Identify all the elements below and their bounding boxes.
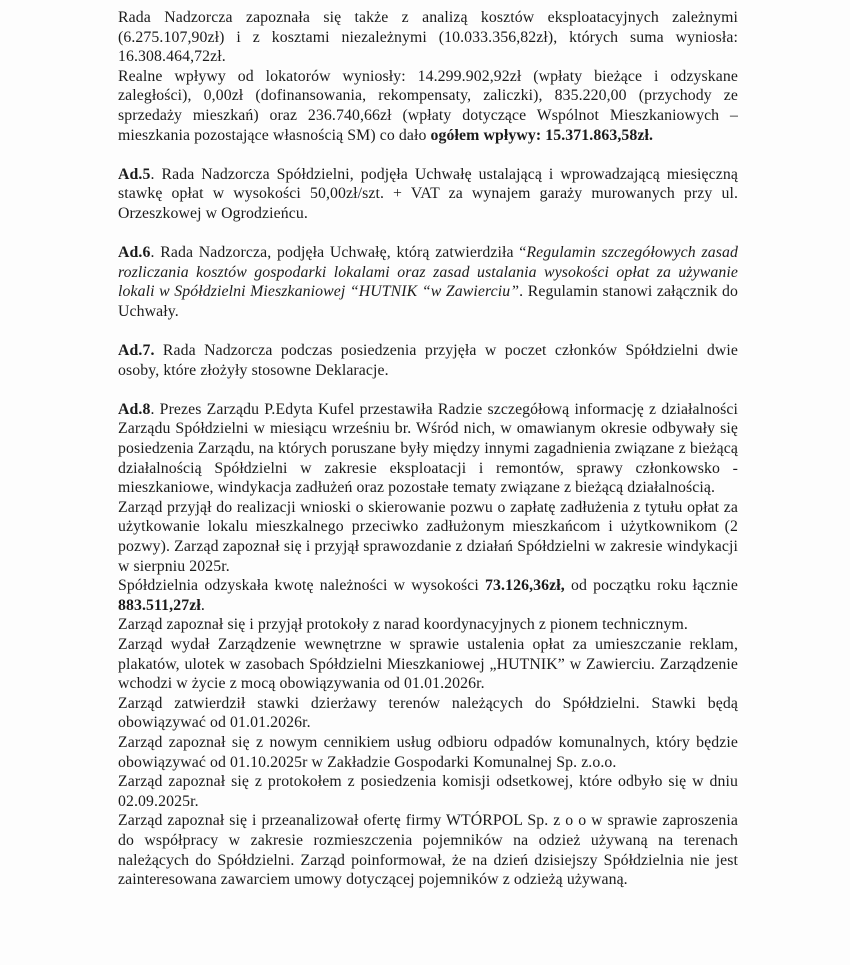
text-run: . Rada Nadzorcza Spółdzielni, podjęła Uchwałę ustalającą i wprowadzającą miesięczną stawkę opłat w wysokości 50,00zł/szt. + VAT za wynajem garaży murowanych przy ul. Orzeszkowej w Ogrodzieńcu. xyxy=(118,165,738,222)
paragraph xyxy=(118,635,738,694)
text-run: Zarząd zapoznał się i przyjął protokoły z narad koordynacyjnych z pionem technicznym. xyxy=(118,616,688,634)
text-run: od początku roku łącznie xyxy=(564,577,739,595)
text-run: Zarząd zapoznał się z protokołem z posiedzenia komisji odsetkowej, które odbyło się w dniu 02.09.2025r. xyxy=(118,773,738,810)
paragraph xyxy=(118,498,738,576)
text-run: . Prezes Zarządu P.Edyta Kufel przestawiła Radzie szczegółową informację z działalności Zarządu Spółdzielni w miesiącu wrześniu br. Wśród nich, w omawianym okresie odbywały się posiedzenia Zarządu, na których poruszane były między innymi zagadnienia związane z bieżącą działalnością Spółdzielni w zakresie eksploatacji i remontów, sprawy członkowsko - mieszkaniowe, windykacja zadłużeń oraz pozostałe tematy związane z bieżącą działalnością. xyxy=(118,400,738,497)
paragraph xyxy=(118,733,738,772)
paragraph xyxy=(118,811,738,889)
paragraph xyxy=(118,165,738,224)
text-run: Zarząd zapoznał się i przeanalizował ofertę firmy WTÓRPOL Sp. z o o w sprawie zaproszenia do współpracy w zakresie rozmieszczenia pojemników na odzież używaną na terenach należących do Spółdzielni. Zarząd poinformował, że na dzień dzisiejszy Spółdzielnia nie jest zainteresowana zawarciem umowy dotyczącej pojemników z odzieżą używaną. xyxy=(118,812,738,889)
text-run: Regulamin szczegółowych zasad rozliczania kosztów gospodarki lokalami oraz zasad ustalania wysokości opłat za używanie lokali w Spółdzielni Mieszkaniowej “HUTNIK “w Zawierciu” xyxy=(118,244,738,301)
paragraph xyxy=(118,67,738,145)
text-run: Realne wpływy od lokatorów wyniosły: 14.299.902,92zł (wpłaty bieżące i odzyskane zaległości), 0,00zł (dofinansowania, rekompensaty, zaliczki), 835.220,00 (przychody ze sprzedaży mieszkań) oraz 236.740,66zł (wpłaty dotyczące Wspólnot Mieszkaniowych – mieszkania pozostające własnością SM) co dało xyxy=(118,67,738,144)
paragraph xyxy=(118,400,738,498)
paragraph xyxy=(118,8,738,67)
section-ad-7 xyxy=(118,341,738,380)
document-body xyxy=(118,8,738,890)
section-ad-8 xyxy=(118,400,738,890)
paragraph xyxy=(118,772,738,811)
text-run: Ad.5 xyxy=(118,165,151,183)
text-run: . xyxy=(200,596,205,614)
paragraph xyxy=(118,615,738,635)
text-run: Zarząd zapoznał się z nowym cennikiem usług odbioru odpadów komunalnych, który będzie obowiązywać od 01.10.2025r w Zakładzie Gospodarki Komunalnej Sp. z.o.o. xyxy=(118,733,738,771)
text-run: Zarząd wydał Zarządzenie wewnętrzne w sprawie ustalenia opłat za umieszczanie reklam, plakatów, ulotek w zasobach Spółdzielni Mieszkaniowej „HUTNIK” w Zawierciu. Zarządzenie wchodzi w życie z mocą obowiązywania od 01.01.2026r. xyxy=(118,636,738,693)
paragraph xyxy=(118,694,738,733)
text-run: Ad.7. xyxy=(118,342,155,360)
text-run: Zarząd przyjął do realizacji wnioski o skierowanie pozwu o zapłatę zadłużenia z tytułu opłat za użytkowanie lokalu mieszkalnego przeciwko zadłużonym mieszkańcom i użytkownikom (2 pozwy). Zarząd zapoznał się i przyjął sprawozdanie z działań Spółdzielni w zakresie windykacji w sierpniu 2025r. xyxy=(118,498,738,575)
paragraph xyxy=(118,576,738,615)
section-ad-5 xyxy=(118,165,738,224)
text-run: ogółem wpływy: 15.371.863,58zł. xyxy=(430,126,654,144)
text-run: Ad.8 xyxy=(118,400,151,418)
text-run: Rada Nadzorcza zapoznała się także z analizą kosztów eksploatacyjnych zależnymi (6.275.107,90zł) i z kosztami niezależnymi (10.033.356,82zł), których suma wyniosła: 16.308.464,72zł. xyxy=(118,9,738,66)
section-ad-6 xyxy=(118,243,738,321)
text-run: 883.511,27zł xyxy=(118,596,201,614)
paragraph xyxy=(118,243,738,321)
text-run: . Rada Nadzorcza, podjęła Uchwałę, którą zatwierdziła “ xyxy=(150,244,527,262)
text-run: Rada Nadzorcza podczas posiedzenia przyjęła w poczet członków Spółdzielni dwie osoby, które złożyły stosowne Deklaracje. xyxy=(118,342,738,379)
text-run: 73.126,36zł, xyxy=(485,577,565,595)
section-wplywy-koszty xyxy=(118,8,738,145)
text-run: Spółdzielnia odzyskała kwotę należności w wysokości xyxy=(118,577,486,595)
paragraph xyxy=(118,341,738,380)
text-run: Ad.6 xyxy=(118,244,151,262)
text-run: . Regulamin stanowi załącznik do Uchwały. xyxy=(118,283,738,320)
text-run: Zarząd zatwierdził stawki dzierżawy terenów należących do Spółdzielni. Stawki będą obowiązywać od 01.01.2026r. xyxy=(118,694,738,732)
